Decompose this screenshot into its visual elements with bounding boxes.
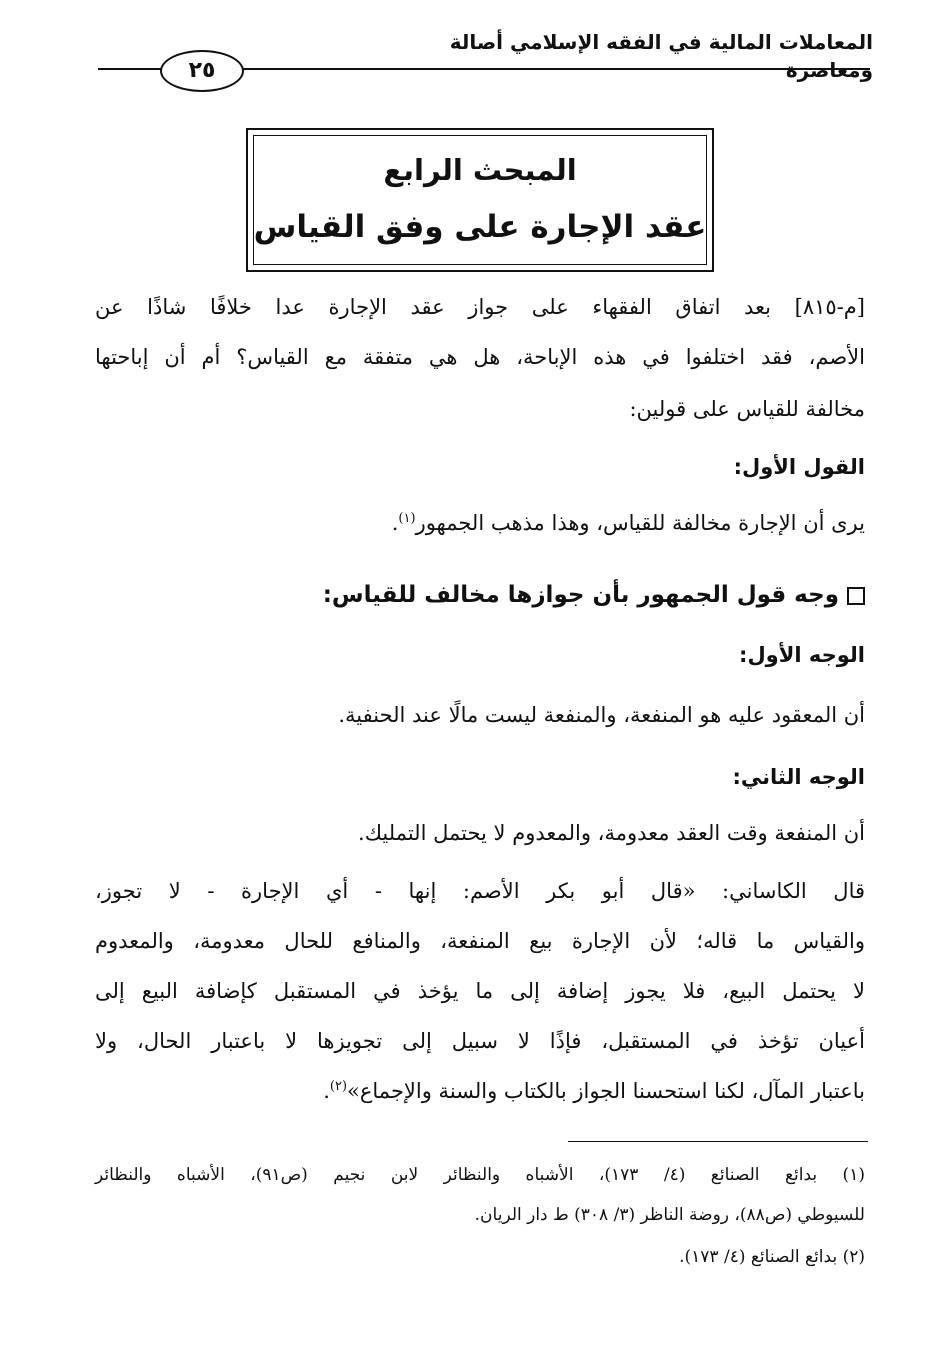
quote-line: والقياس ما قاله؛ لأن الإجارة بيع المنفعة، والمنافع للحال معدومة، والمعدوم [95, 929, 865, 953]
aspect2-heading: الوجه الثاني: [732, 765, 865, 789]
section-title-line1: المبحث الرابع [383, 153, 577, 187]
running-header: المعاملات المالية في الفقه الإسلامي أصالة ومعاصرة [449, 30, 873, 82]
aspect1-text: أن المعقود عليه هو المنفعة، والمنفعة ليست مالًا عند الحنفية. [338, 703, 865, 727]
footnote-1-line2: للسيوطي (ص٨٨)، روضة الناظر (٣/ ٣٠٨) ط دار الريان. [474, 1205, 865, 1225]
first-opinion-heading: القول الأول: [733, 455, 865, 479]
square-bullet-icon [847, 587, 865, 605]
first-opinion-text: يرى أن الإجارة مخالفة للقياس، وهذا مذهب الجمهور$^{(١)}$. [391, 511, 865, 535]
section-title-line2: عقد الإجارة على وفق القياس [253, 209, 707, 245]
paragraph-line: الأصم، فقد اختلفوا في هذه الإباحة، هل هي متفقة مع القياس؟ أم أن إباحتها [95, 345, 865, 369]
paragraph-line: مخالفة للقياس على قولين: [629, 397, 865, 421]
quote-last-line: باعتبار المآل، لكنا استحسنا الجواز بالكتاب والسنة والإجماع»$^{(٢)}$. [323, 1079, 865, 1103]
footnote-2: (٢) بدائع الصنائع (٤/ ١٧٣). [679, 1247, 865, 1267]
quote-line: أعيان تؤخذ في المستقبل، فإذًا لا سبيل إلى تجويزها لا باعتبار الحال، ولا [95, 1029, 865, 1053]
footnote-1-line1: (١) بدائع الصنائع (٤/ ١٧٣)، الأشباه والنظائر لابن نجيم (ص٩١)، الأشباه والنظائر [95, 1165, 865, 1185]
aspect2-text: أن المنفعة وقت العقد معدومة، والمعدوم لا يحتمل التمليك. [358, 821, 865, 845]
section-title-box [246, 128, 714, 272]
footnote-rule [568, 1141, 868, 1142]
paragraph-line: [م-٨١٥] بعد اتفاق الفقهاء على جواز عقد الإجارة عدا خلافًا شاذًا عن [95, 295, 865, 319]
footnote-ref: (٢) [329, 1079, 348, 1094]
aspect1-heading: الوجه الأول: [739, 643, 865, 667]
page-number: ٢٥ [160, 50, 244, 92]
footnote-ref: (١) [398, 511, 416, 526]
quote-line: قال الكاساني: «قال أبو بكر الأصم: إنها - أي الإجارة - لا تجوز، [95, 879, 865, 903]
quote-line: لا يحتمل البيع، فلا يجوز إضافة إلى ما يؤخذ في المستقبل كإضافة البيع إلى [95, 979, 865, 1003]
section-heading: وجه قول الجمهور بأن جوازها مخالف للقياس: [95, 580, 865, 610]
